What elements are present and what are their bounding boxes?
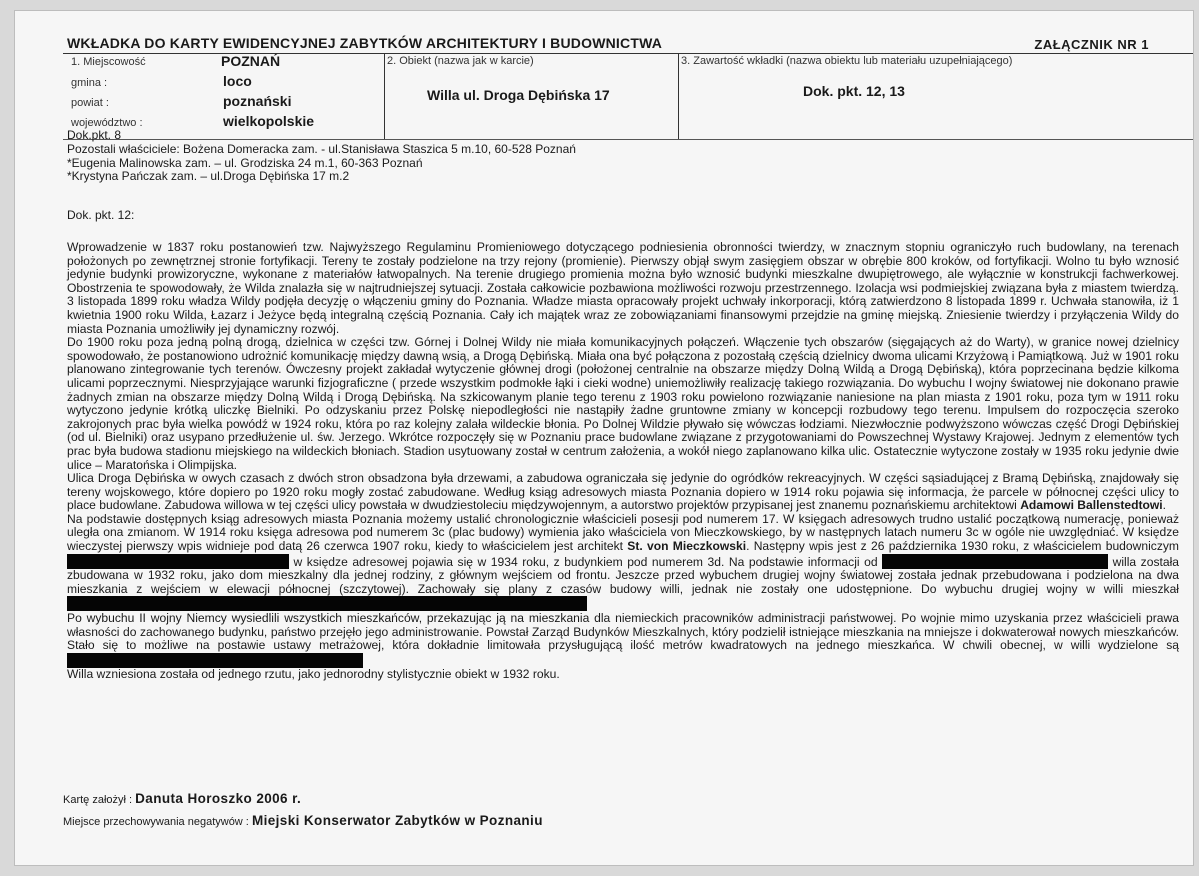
gmina-label: gmina :: [71, 77, 108, 89]
owners-line: *Krystyna Pańczak zam. – ul.Droga Dębińska 17 m.2: [67, 169, 350, 184]
paragraph: Wprowadzenie w 1837 roku postanowień tzw. Najwyższego Regulaminu Promieniowego dotyczącego podniesienia obronności twierdzy, w znacznym stopniu ograniczyło ruch budowlany, na terenach położonych po zewnętrznej stronie fortyfikacji. Tereny te zostały podzielone na trzy rejony (promienie). Pierwszy objął swym zasięgiem obszar w obrębie 800 kroków, od fortyfikacji. Wolno tu było wznosić jedynie budynki prowizoryczne, wykonane z materiałów łatwopalnych. Na terenie drugiego promienia można było wznosić budynki mieszkalne dwupiętrowego, ale wyłącznie w konstrukcji fachwerkowej. Obostrzenia te spowodowały, że Wilda znalazła się w najtrudniejszej sytuacji. Została całkowicie pozbawiona możliwości rozwoju przestrzennego. Izolacja wsi podmiejskiej związana była z miastem twierdzą. 3 listopada 1899 roku władza Wildy podjęła decyzję o włączeniu gminy do Poznania. Władze miasta opracowały projekt uchwały inkorporacji, którą zatwierdzono 8 listopada 1899 r. Uchwała stanowiła, iż 1 kwietnia 1900 roku Wilda, Łazarz i Jeżyce będą integralną częścią Poznania. Cały ich majątek wraz ze zobowiązaniami finansowymi przejdzie na gminę miejską. Zniesienie twierdzy i przyłączenia Wildy do miasta Poznania umożliwiły jej dynamiczny rozwój.: [67, 240, 1179, 336]
architect-name: Adamowi Ballenstedtowi: [1020, 498, 1163, 513]
place-label: 1. Miejscowość: [71, 56, 146, 68]
paragraph-text: Ulica Droga Dębińska w owych czasach z dwóch stron obsadzona była drzewami, a zabudowa ograniczała się jedynie do ogródków rekreacyjnych. W części sąsiadującej z Bramą Dębińską, znajdowały się tereny wojskowego, które dopiero po 1920 roku mogły zostać zabudowane. Według ksiąg adresowych miasta Poznania dopiero w 1914 roku pojawia się informacja, że parcele w północnej części ulicy to place budowlane. Zabudowa willowa w tej części ulicy powstała w dwudziestoleciu międzywojennym, a autorstwo projektów przypisanej jest znanemu poznańskiemu architektowi: [67, 471, 1179, 513]
paragraph-text: . Następny wpis jest z 26 października 1930 roku, z właścicielem budowniczym: [746, 539, 1179, 554]
paragraph-text: w księdze adresowej pojawia się w 1934 roku, z budynkiem pod numerem 3d. Na podstawie informacji od: [289, 554, 883, 569]
paragraph: Willa wzniesiona została od jednego rzutu, jako jednorodny stylistycznie obiekt w 1932 roku.: [67, 667, 560, 682]
gmina-value: loco: [223, 73, 252, 89]
storage-value: Miejski Konserwator Zabytków w Poznaniu: [251, 813, 543, 828]
card-author-label: Kartę założył :: [63, 794, 133, 806]
contents-value: Dok. pkt. 12, 13: [803, 83, 905, 99]
storage-line: [63, 813, 543, 828]
annex-label: ZAŁĄCZNIK NR 1: [1034, 37, 1149, 52]
paragraph-text: Na podstawie dostępnych ksiąg adresowych miasta Poznania możemy ustalić chronologicznie właścicieli posesji pod numerem 17. W księgach adresowych trudno ustalić początkową numerację, ponieważ uległa ona zmianom. W 1914 roku księga adresowa pod numerem 3c (plac budowy) wymienia jako właściciela von Mieczkowskiego, by w następnych latach numeru 3c w ogóle nie uwzględniać. W księdze wieczystej pierwszy wpis widnieje pod datą 26 czerwca 1907 roku, kiedy to właścicielem jest architekt: [67, 511, 1179, 554]
storage-label: Miejsce przechowywania negatywów :: [63, 816, 249, 828]
paragraph: Do 1900 roku poza jedną polną drogą, dzielnica w części tzw. Górnej i Dolnej Wildy nie miała komunikacyjnych połączeń. Włączenie tych obszarów (sięgających aż do Warty), w granice nowej dzielnicy spowodowało, że postanowiono udrożnić komunikację między dawną wsią, a Drogą Dębińską. Miała ona być połączona z pozostałą częścią dzielnicy dwoma ulicami Krzyżową i Pamiątkową. Już w 1901 roku planowano zintegrowanie tych terenów. Ówczesny projekt zakładał wytyczenie głównej drogi (położonej centralnie na obszarze między Dolną Wildą a Drogą Dębińską), która poprzecinana będzie kilkoma ulicami poprzecznymi. Niesprzyjające warunki fizjograficzne ( przede wszystkim podmokłe łąki i cieki wodne) uniemożliwiły realizację takiego rozwiązania. Do wybuchu I wojny światowej nie dokonano prawie żadnych zmian na obszarze między Dolną Wildą i Drogą Dębińską. Na szkicowanym planie tego terenu z 1903 roku powielono rozwiązanie naniesione na plan miasta z 1901 roku, poza tym w 1911 roku wytyczono jedynie krótką uliczkę Bielniki. Po odzyskaniu przez Polskę niepodległości nie nastąpiły żadne gruntowne zmiany w koncepcji rozbudowy tego terenu. Impulsem do rozpoczęcia szeroko zakrojonych prac była wielka powódź w 1924 roku, która po raz kolejny zalała wildeckie błonia. Po Dolnej Wildzie pływało się wówczas łodziami. Niezwłocznie podwyższono wówczas część Drogi Dębińskiej (od ul. Bielniki) oraz usypano przedłużenie ul. św. Jerzego. Wkrótce rozpoczęły się w Poznaniu prace budowlane związane z przygotowaniami do Powszechnej Wystawy Krajowej. Jednym z elementów tych prac była budowa stadionu miejskiego na wildeckich błoniach. Stadion usytuowany został w centrum założenia, a wokół niego zaplanowano kilka ulic. Ostatecznie wytyczone zostały w 1935 roku jedynie dwie ulice – Maratońska i Olimpijska.: [67, 335, 1179, 472]
paragraph-text: willa została zbudowana w 1932 roku, jako dom mieszkalny dla jednej rodziny, z głównym wejściem od frontu. Jeszcze przed wybuchem drugiej wojny światowej została jednak przebudowana i podzielona na dwa mieszkania z wejściem w elewacji północnej (szczytowej). Zachowały się plany z czasów budowy willi, jednak nie zostały one udostępnione. Do wybuchu drugiej wojny w willi mieszkał: [67, 554, 1179, 596]
redaction-bar: [67, 653, 363, 668]
section-heading: Dok. pkt. 12:: [67, 208, 135, 222]
owners-heading: Dok.pkt. 8: [67, 128, 122, 142]
card-author-line: [63, 791, 301, 806]
card-author-value: Danuta Horoszko 2006 r.: [135, 791, 302, 806]
contents-label: 3. Zawartość wkładki (nazwa obiektu lub materiału uzupełniającego): [681, 55, 1013, 67]
place-value: POZNAŃ: [221, 53, 281, 69]
woj-value: wielkopolskie: [223, 113, 315, 129]
object-label: 2. Obiekt (nazwa jak w karcie): [387, 55, 534, 67]
paragraph: [67, 513, 1179, 612]
redaction-bar: [948, 554, 1108, 569]
owners-line: *Eugenia Malinowska zam. – ul. Grodziska 24 m.1, 60-363 Poznań: [67, 155, 423, 170]
owners-line: Pozostali właściciele: Bożena Domeracka zam. - ul.Stanisława Staszica 5 m.10, 60-528 Poznań: [67, 141, 576, 156]
redaction-bar: [67, 554, 289, 569]
redaction-bar: [882, 554, 948, 569]
body-text: [67, 241, 1179, 682]
woj-label: województwo :: [71, 117, 143, 129]
paragraph-text: .: [1162, 498, 1167, 513]
object-name: Willa ul. Droga Dębińska 17: [427, 87, 610, 103]
paragraph-text: Po wybuchu II wojny Niemcy wysiedlili wszystkich mieszkańców, przekazując ją na mieszkania dla niemieckich pracowników administracji państwowej. Po wojnie mimo uzyskania przez właścicieli prawa własności do zachowanego budynku, państwo przejęło jego administrowanie. Powstał Zarząd Budynków Mieszkalnych, który podzielił istniejące mieszkania na mniejsze i dokwaterował nowych mieszkańców. Stało się to możliwe na postawie ustawy metrażowej, która dokładnie limitowała przysługującą ilość metrów kwadratowych na jednego mieszkańca. W chwili obecnej, w willi wydzielone są: [67, 611, 1179, 653]
powiat-value: poznański: [223, 93, 292, 109]
document-title: WKŁADKA DO KARTY EWIDENCYJNEJ ZABYTKÓW ARCHITEKTURY I BUDOWNICTWA: [67, 35, 663, 51]
paragraph: [67, 612, 1179, 668]
powiat-label: powiat :: [71, 97, 109, 109]
paragraph: [67, 472, 1179, 513]
redaction-bar: [67, 596, 587, 611]
owners-block: [67, 129, 576, 184]
document-sheet: [14, 10, 1194, 866]
architect-name: St. von Mieczkowski: [627, 539, 747, 554]
